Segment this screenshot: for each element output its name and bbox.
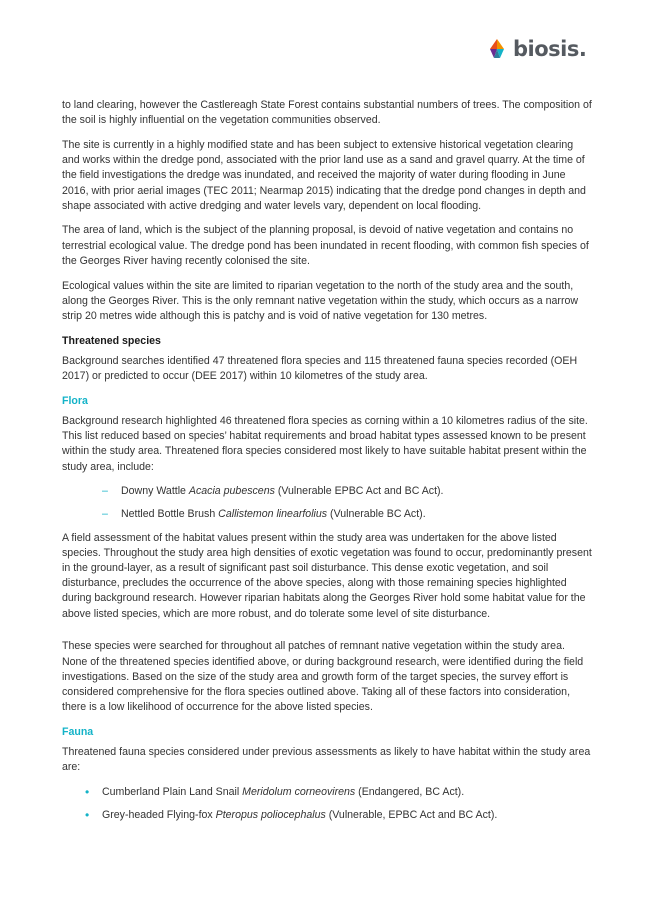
document-body [62, 98, 592, 831]
biosis-logo-icon [484, 36, 510, 62]
paragraph-site-condition: The site is currently in a highly modified state and has been subject to extensive historical vegetation clearing and works within the dredge pond, associated with the prior land use as a sand and gravel quarry. At the time of the field investigations the dredge was inundated, and received the majority of water during flooding in June 2016, with prior aerial images (TEC 2011; Nearmap 2015) indicating that the dredge pond changes in depth and shape associated with active dredging and water levels vary, dependent on local flooding. [62, 138, 586, 212]
heading-flora: Flora [62, 394, 88, 407]
paragraph-land-clearing: to land clearing, however the Castlereagh State Forest contains substantial numbers of trees. The composition of the soil is highly influential on the vegetation communities observed. [62, 99, 592, 127]
bullet-marker: • [85, 785, 90, 800]
dash-marker: – [102, 508, 108, 521]
flora-species-list [62, 484, 592, 522]
paragraph-background-searches: Background searches identified 47 threatened flora species and 115 threatened fauna species recorded (OEH 2017) or predicted to occur (DEE 2017) within 10 kilometres of the study area. [62, 354, 578, 383]
list-item: – Nettled Bottle Brush Callistemon linearfolius (Vulnerable BC Act). [62, 507, 592, 522]
list-item: • Grey-headed Flying-fox Pteropus poliocephalus (Vulnerable, EPBC Act and BC Act). [85, 808, 498, 823]
paragraph-fauna-intro: Threatened fauna species considered under previous assessments as likely to have habitat within the study area are: [62, 746, 591, 774]
fauna-species-list [62, 785, 592, 823]
paragraph-flora-intro: Background research highlighted 46 threatened flora species as corning within a 10 kilometres radius of the site. This list reduced based on species’ habitat requirements and broad habitat types assessed known to be present within the study area. Threatened flora species considered most likely to have suitable habitat present within the study area, include: [62, 414, 588, 473]
list-item: – Downy Wattle Acacia pubescens (Vulnerable EPBC Act and BC Act). [62, 484, 592, 499]
paragraph-planning-proposal: The area of land, which is the subject of the planning proposal, is devoid of native vegetation and contains no terrestrial ecological value. The dredge pond has been inundated in recent flooding, with common fish species of the Georges River having recently colonised the site. [62, 224, 589, 267]
paragraph-flora-assessment: A field assessment of the habitat values present within the study area was undertaken for the above listed species. Throughout the study area high densities of exotic vegetation was found to occur, predominantly present in the ground-layer, as a result of significant past soil disturbance. This dense exotic vegetation, and soil disturbance, precludes the occurrence of the above species, along with those remaining species highlighted during background research. However riparian habitats along the Georges River hold some habitat value for the above listed species, which are more robust, and do tolerate some level of site disturbance. [62, 531, 592, 620]
heading-threatened-species: Threatened species [62, 334, 161, 347]
paragraph-ecological-values: Ecological values within the site are limited to riparian vegetation to the north of the study area and the south, along the Georges River. This is the only remnant native vegetation within the study, which occurs as a narrow strip 20 metres wide although this is patchy and is void of native vegetation for 130 metres. [62, 279, 579, 322]
biosis-logo [484, 34, 594, 64]
paragraph-flora-search: These species were searched for throughout all patches of remnant native vegetation within the study area. None of the threatened species identified above, or during background research, were identified during the field investigations. Based on the size of the study area and growth form of the target species, the survey effort is considered comprehensive for the flora species outlined above. Taking all of these factors into consideration, there is a low likelihood of occurrence for the above listed species. [62, 640, 584, 714]
logo-wordmark: biosis. [513, 36, 587, 61]
bullet-marker: • [85, 808, 90, 823]
dash-marker: – [102, 485, 108, 498]
list-item: • Cumberland Plain Land Snail Meridolum corneovirens (Endangered, BC Act). [85, 785, 465, 800]
heading-fauna: Fauna [62, 725, 94, 738]
